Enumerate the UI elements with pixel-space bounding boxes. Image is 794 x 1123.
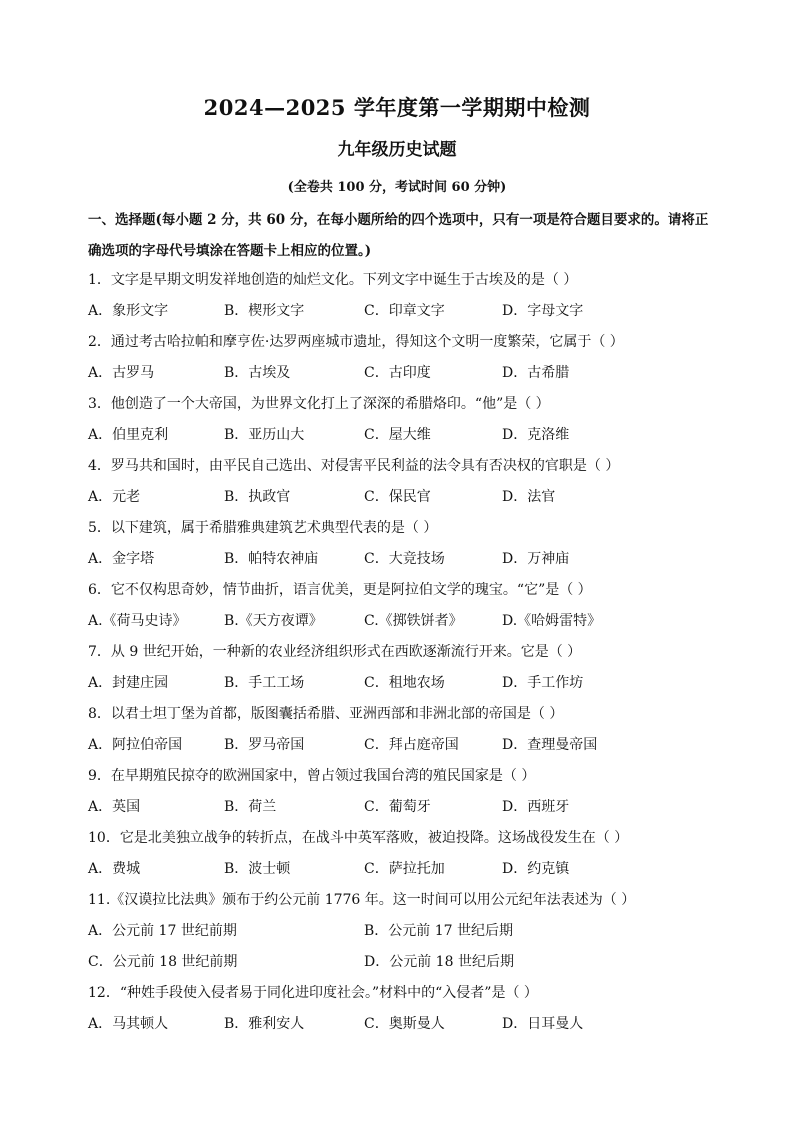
option-a: A．马其顿人 xyxy=(88,1016,169,1032)
options-row xyxy=(88,296,728,327)
question-text: 2．通过考古哈拉帕和摩亨佐·达罗两座城市遗址，得知这个文明一度繁荣，它属于（ ） xyxy=(88,334,624,350)
option-b: B．亚历山大 xyxy=(224,427,305,443)
option-c: C．葡萄牙 xyxy=(364,799,431,815)
option-d: D．手工作坊 xyxy=(502,675,584,691)
options-row xyxy=(88,792,728,823)
option-a: A．伯里克利 xyxy=(88,427,169,443)
option-b: B．执政官 xyxy=(224,489,291,505)
option-c: C．租地农场 xyxy=(364,675,445,691)
option-d: D．查理曼帝国 xyxy=(502,737,598,753)
option-d: D.《哈姆雷特》 xyxy=(502,613,602,629)
question-text: 1．文字是早期文明发祥地创造的灿烂文化。下列文字中诞生于古埃及的是（ ） xyxy=(88,272,578,288)
options-row xyxy=(88,916,728,947)
option-a: A．封建庄园 xyxy=(88,675,169,691)
option-b: B．荷兰 xyxy=(224,799,277,815)
option-a: A.《荷马史诗》 xyxy=(88,613,187,629)
options-row xyxy=(88,730,728,761)
options-row xyxy=(88,606,728,637)
option-b: B．古埃及 xyxy=(224,365,291,381)
question-text: 7．从 9 世纪开始，一种新的农业经济组织形式在西欧逐渐流行开来。它是（ ） xyxy=(88,644,582,660)
option-c: C．拜占庭帝国 xyxy=(364,737,459,753)
option-b: B.《天方夜谭》 xyxy=(224,613,323,629)
option-a: A．英国 xyxy=(88,799,141,815)
option-c: C．奥斯曼人 xyxy=(364,1016,445,1032)
option-b: B．波士顿 xyxy=(224,861,291,877)
options-row xyxy=(88,420,728,451)
option-c: C．公元前 18 世纪前期 xyxy=(88,954,238,970)
option-d: D．古希腊 xyxy=(502,365,570,381)
option-a: A．公元前 17 世纪前期 xyxy=(88,923,237,939)
option-b: B．楔形文字 xyxy=(224,303,305,319)
question-text: 9．在早期殖民掠夺的欧洲国家中，曾占领过我国台湾的殖民国家是（ ） xyxy=(88,768,536,784)
option-c: C．保民官 xyxy=(364,489,431,505)
option-d: D．约克镇 xyxy=(502,861,570,877)
option-d: D．公元前 18 世纪后期 xyxy=(364,954,514,970)
options-row xyxy=(88,544,728,575)
option-c: C．大竞技场 xyxy=(364,551,445,567)
option-a: A．元老 xyxy=(88,489,141,505)
option-d: D．日耳曼人 xyxy=(502,1016,584,1032)
options-row xyxy=(88,358,728,389)
option-c: C.《掷铁饼者》 xyxy=(364,613,463,629)
question-text: 8．以君士坦丁堡为首都，版图囊括希腊、亚洲西部和非洲北部的帝国是（ ） xyxy=(88,706,564,722)
options-row xyxy=(88,947,728,978)
option-c: C．屋大维 xyxy=(364,427,431,443)
options-row xyxy=(88,1009,728,1040)
option-d: D．法官 xyxy=(502,489,556,505)
option-d: D．西班牙 xyxy=(502,799,570,815)
option-b: B．雅利安人 xyxy=(224,1016,305,1032)
option-c: C．古印度 xyxy=(364,365,431,381)
option-b: B．公元前 17 世纪后期 xyxy=(364,923,514,939)
option-a: A．阿拉伯帝国 xyxy=(88,737,183,753)
option-b: B．帕特农神庙 xyxy=(224,551,319,567)
option-c: C．萨拉托加 xyxy=(364,861,445,877)
question-list xyxy=(88,265,728,1040)
option-a: A．象形文字 xyxy=(88,303,169,319)
exam-subtitle: 九年级历史试题 xyxy=(337,140,457,160)
option-a: A．费城 xyxy=(88,861,141,877)
option-d: D．字母文字 xyxy=(502,303,584,319)
option-a: A．金字塔 xyxy=(88,551,155,567)
options-row xyxy=(88,482,728,513)
option-d: D．克洛维 xyxy=(502,427,570,443)
question-text: 12．“种姓手段使入侵者易于同化进印度社会。”材料中的“入侵者”是（ ） xyxy=(88,985,538,1001)
question-text: 6．它不仅构思奇妙，情节曲折，语言优美，更是阿拉伯文学的瑰宝。“它”是（ ） xyxy=(88,582,592,598)
option-b: B．手工工场 xyxy=(224,675,305,691)
option-b: B．罗马帝国 xyxy=(224,737,305,753)
question-text: 11.《汉谟拉比法典》颁布于约公元前 1776 年。这一时间可以用公元纪年法表述为（ ） xyxy=(88,892,636,908)
question-text: 3．他创造了一个大帝国，为世界文化打上了深深的希腊烙印。“他”是（ ） xyxy=(88,396,550,412)
option-d: D．万神庙 xyxy=(502,551,570,567)
question-text: 5．以下建筑，属于希腊雅典建筑艺术典型代表的是（ ） xyxy=(88,520,438,536)
section-instructions: 一、选择题(每小题 2 分，共 60 分，在每小题所给的四个选项中，只有一项是符合题目要求的。请将正确选项的字母代号填涂在答题卡上相应的位置。) xyxy=(88,212,709,259)
question-text: 10．它是北美独立战争的转折点，在战斗中英军落败，被迫投降。这场战役发生在（ ） xyxy=(88,830,629,846)
question-text: 4．罗马共和国时，由平民自己选出、对侵害平民利益的法令具有否决权的官职是（ ） xyxy=(88,458,620,474)
option-c: C．印章文字 xyxy=(364,303,445,319)
options-row xyxy=(88,668,728,699)
option-a: A．古罗马 xyxy=(88,365,155,381)
exam-note: (全卷共 100 分，考试时间 60 分钟) xyxy=(287,180,507,195)
exam-title: 2024—2025 学年度第一学期期中检测 xyxy=(203,95,591,120)
options-row xyxy=(88,854,728,885)
